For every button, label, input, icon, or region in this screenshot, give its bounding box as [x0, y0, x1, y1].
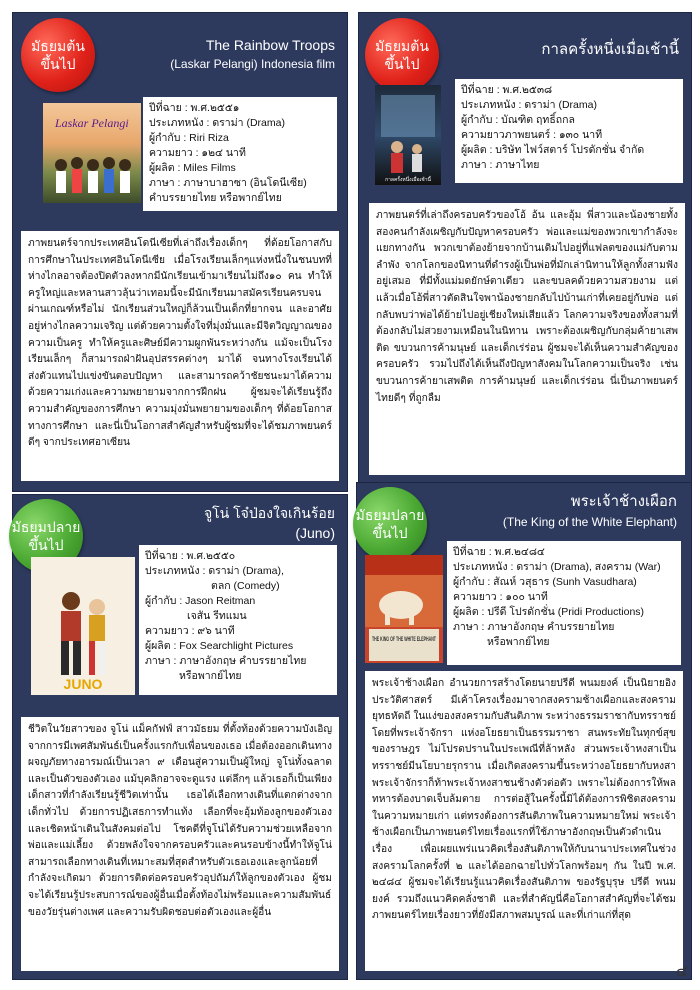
- info-year: ปีที่ฉาย : พ.ศ.๒๔๘๔: [453, 546, 545, 558]
- film-title-en: (The King of the White Elephant): [502, 515, 677, 529]
- info-language: ภาษา : ภาษาอังกฤษ คำบรรยายไทย: [145, 655, 307, 667]
- info-length: ความยาว : ๑๒๔ นาที: [149, 147, 246, 159]
- film-title: [427, 491, 677, 531]
- info-genre-2: ตลก (Comedy): [211, 580, 280, 592]
- poster-art: [365, 555, 443, 663]
- info-producer: ผู้ผลิต : Fox Searchlight Pictures: [145, 640, 294, 652]
- info-subtitle: คำบรรยายไทย หรือพากย์ไทย: [149, 192, 282, 204]
- film-synopsis: พระเจ้าช้างเผือก อำนวยการสร้างโดยนายปรีดี พนมยงค์ เป็นนิยายอิงประวัติศาสตร์ มีเค้าโครงเรื่องมาจากสงครามช้างเผือกและสงครามยุทธหัตถี ในแง่ของสงครามกับสันติภาพ ระหว่างธรรมราชากับทรราชย์ โดยที่พระเจ้าจักรา แห่งอโยธยาเป็นธรรมราชา สนพระทัยในทุกข์สุขของราษฎร ไม่โปรดปรานในประเพณีที่ล้าหลัง ส่วนพระเจ้าหงสาเป็นทรราชย์มีนโยบายรุกราน เมื่อเกิดสงครามขึ้นระหว่างอโยธยากับหงสา พระเจ้าจักราก็ท้าพระเจ้าหงสาชนช้างตัวต่อตัว เพราะไม่ต้องการให้พลทหารต้องบาดเจ็บล้มตาย การต่อสู้ในครั้งนี้มิได้ต้องการพิชิตสงครามในความหมายเก่า แต่ทรงต้องการสันติภาพในความหมายใหม่ พระเจ้าช้างเผือกเป็นภาพยนตร์ไทยเรื่องแรกที่ใช้ภาษาอังกฤษเป็นตัวดำเนินเรื่อง เพื่อเผยแพร่แนวคิดเรื่องสันติภาพให้กับนานาประเทศในช่วงสงครามโลกครั้งที่ ๒ และได้ออกฉายไปทั่วโลกพร้อมๆ กัน ในปี พ.ศ. ๒๔๘๔ ผู้ชมจะได้เรียนรู้แนวคิดเรื่องสันติภาพ ของรัฐบุรุษ ปรีดี พนมยงค์ รวมถึงแนวคิดคลั่งชาติ และที่สำคัญนี่คือโอกาสสำคัญที่จะได้ชมภาพยนตร์ไทยเรื่องยาวที่ยังมีสภาพสมบูรณ์ และที่เก่าแก่ที่สุด: [365, 671, 683, 971]
- info-genre: ประเภทหนัง : ดราม่า (Drama): [461, 99, 597, 111]
- film-synopsis: ภาพยนตร์ที่เล่าถึงครอบครัวของโอ้ อ้น และอุ้ม พี่สาวและน้องชายทั้งสองคนกำลังเผชิญกับปัญหาครอบครัว พ่อและแม่ของพวกเขากำลังจะแยกทางกัน พวกเขาต้องย้ายจากบ้านเดิมไปอยู่ที่แฟลตของแม่กับตามลำพัง จากโลกของนิทานที่ดำรงผู้เป็นพ่อที่มักเล่านิทานให้ลูกทั้งสามฟังอยู่เสมอ ที่มีทั้งแม่มดยักษ์ตาเดียว และขบลคด้วยความสวยงาม แต่แล้วเมื่อโอ้พี่สาวตัดสินใจพาน้องชายกลับไปบ้านเก่าที่เคยอยู่กับพ่อ แต่กลับพบว่าพ่อได้ย้ายไปอยู่เชียงใหม่เสียแล้ว โลกความจริงของทั้งสามที่ต้องกลับไม่สวยงามเหมือนในนิทาน เพราะต้องเผชิญกับกลุ่มค้ายาเสพติด ขบวนการค้ามนุษย์ และเด็กเร่ร่อน ผู้ชมจะได้เห็นความสำคัญของครอบครัว รวมไปถึงได้เห็นถึงปัญหาสังคมในโลกความเป็นจริง เช่น ขบวนการค้ายาเสพติด การค้ามนุษย์ และเด็กเร่ร่อน นี่เป็นภาพยนตร์ไทยดีๆ ที่ถูกลืม: [369, 203, 685, 475]
- info-director: ผู้กำกับ : Jason Reitman: [145, 595, 256, 607]
- badge-line-2: ขึ้นไป: [384, 56, 420, 72]
- poster-title-text: JUNO: [63, 676, 103, 692]
- info-director-th: เจสัน รีทแมน: [187, 610, 247, 622]
- info-language: ภาษา : ภาษาบาฮาซา (อินโดนีเซีย): [149, 177, 307, 189]
- poster-image: [43, 103, 141, 203]
- poster-image: [365, 555, 443, 663]
- film-panel-white-elephant: [356, 482, 692, 980]
- film-title-th: จูโน่ โจ๋ป่องใจเกินร้อย: [203, 505, 335, 521]
- film-info-box: [143, 97, 337, 211]
- info-language-2: หรือพากย์ไทย: [487, 636, 550, 648]
- film-title-th: พระเจ้าช้างเผือก: [570, 493, 677, 510]
- film-title-sub: (Laskar Pelangi) Indonesia film: [170, 57, 335, 71]
- badge-line-2: ขึ้นไป: [372, 525, 408, 541]
- badge-line-1: มัธยมต้น: [31, 38, 85, 54]
- level-badge: [365, 18, 439, 92]
- poster-art: [375, 85, 441, 185]
- poster-title-text: กาลครั้งหนึ่งเมื่อเช้านี้: [385, 177, 431, 183]
- badge-line-1: มัธยมต้น: [375, 38, 429, 54]
- poster-art: [31, 557, 135, 695]
- film-title: [95, 503, 335, 543]
- film-title: [95, 35, 335, 73]
- info-genre: ประเภทหนัง : ดราม่า (Drama),: [145, 565, 284, 577]
- info-language: ภาษา : ภาษาไทย: [461, 159, 540, 171]
- info-director: ผู้กำกับ : Riri Riza: [149, 132, 229, 144]
- info-length: ความยาว : ๙๖ นาที: [145, 625, 235, 637]
- info-year: ปีที่ฉาย : พ.ศ.๒๕๕๐: [145, 550, 236, 562]
- badge-line-1: มัธยมปลาย: [11, 519, 81, 535]
- film-title-en: (Juno): [295, 525, 335, 541]
- level-badge: [21, 18, 95, 92]
- info-length: ความยาว : ๑๐๐ นาที: [453, 591, 548, 603]
- page-number: ๔: [675, 963, 688, 980]
- badge-line-1: มัธยมปลาย: [355, 507, 425, 523]
- info-year: ปีที่ฉาย : พ.ศ.๒๕๕๑: [149, 102, 240, 114]
- film-panel-rainbow-troops: [12, 12, 348, 492]
- film-synopsis: ภาพยนตร์จากประเทศอินโดนีเซียที่เล่าถึงเรื่องเด็กๆ ที่ด้อยโอกาสกับการศึกษาในประเทศอินโดนีเซีย เมื่อโรงเรียนเล็กๆแห่งหนึ่งในชนบทที่ห่างไกลอาจต้องปิดตัวลงหากมีนักเรียนเข้ามาเรียนไม่ถึง๑๐ คน ทำให้ครูใหญ่และหลานสาวลุ้นว่าเทอมนี้จะมีนักเรียนมาสมัครเรียนครบจนผ่านเกณฑ์หรือไม่ นักเรียนส่วนใหญ่ก็ล้วนเป็นเด็กที่ยากจน และอาศัยอยู่ห่างไกลความเจริญ แต่ด้วยความตั้งใจที่มุ่งมั่นและมีจิตวิญญาณของความเป็นครู ทำให้ครูและศิษย์มีความผูกพันระหว่างกัน แม้จะเป็นโรงเรียนเล็กๆ ก็สามารถฝ่าฝันอุปสรรคต่างๆ มาได้ จนทางโรงเรียนได้ส่งตัวแทนไปแข่งขันตอบปัญหา และสามารถคว้าชัยชนะมาได้ความด้วยความเก่งและความพยายามจากการฝึกฝน ผู้ชมจะได้เรียนรู้ถึงความสำคัญของการศึกษา ความมุ่งมั่นพยายามของเด็กๆ ที่ด้อยโอกาสทางการศึกษา และนี่เป็นโอกาสสำคัญสำหรับผู้ชมที่จะได้ชมภาพยนตร์ดีๆ จากประเทศอาเซียน: [21, 231, 339, 481]
- info-director: ผู้กำกับ : บัณฑิต ฤทธิ์ถกล: [461, 114, 575, 126]
- film-panel-once-upon-a-time: [358, 12, 692, 484]
- info-year: ปีที่ฉาย : พ.ศ.๒๕๓๘: [461, 84, 553, 96]
- film-info-box: [139, 545, 337, 695]
- info-language: ภาษา : ภาษาอังกฤษ คำบรรยายไทย: [453, 621, 615, 633]
- film-panel-juno: [12, 494, 348, 980]
- info-producer: ผู้ผลิต : ปรีดี โปรดักชั่น (Pridi Productions): [453, 606, 645, 618]
- info-genre: ประเภทหนัง : ดราม่า (Drama): [149, 117, 285, 129]
- info-genre: ประเภทหนัง : ดราม่า (Drama), สงคราม (War): [453, 561, 661, 573]
- film-info-box: [447, 541, 681, 665]
- poster-title-text: Laskar Pelangi: [55, 116, 129, 130]
- badge-line-2: ขึ้นไป: [40, 56, 76, 72]
- film-title: [449, 39, 679, 61]
- info-language-2: หรือพากย์ไทย: [179, 670, 242, 682]
- info-producer: ผู้ผลิต : Miles Films: [149, 162, 236, 174]
- film-title-th: กาลครั้งหนึ่งเมื่อเช้านี้: [541, 41, 679, 58]
- badge-line-2: ขึ้นไป: [28, 537, 64, 553]
- info-producer: ผู้ผลิต : บริษัท ไฟว์สตาร์ โปรดักชั่น จำกัด: [461, 144, 645, 156]
- info-length: ความยาวภาพยนตร์ : ๑๓๐ นาที: [461, 129, 603, 141]
- poster-image: [31, 557, 135, 695]
- level-badge: [353, 487, 427, 561]
- poster-title-text: THE KING OF THE WHITE ELEPHANT: [372, 637, 437, 643]
- film-info-box: [455, 79, 683, 183]
- poster-image: [375, 85, 441, 185]
- poster-art: [43, 103, 141, 203]
- film-title-en: The Rainbow Troops: [205, 37, 335, 53]
- film-synopsis: ชีวิตในวัยสาวของ จูโน่ แม็คกัฟฟ์ สาวมัธยม ที่ตั้งท้องด้วยความบังเอิญจากการมีเพศสัมพันธ์เป็นครั้งแรกกับเพื่อนของเธอ เมื่อต้องออกเดินทางผจญภัยทางอารมณ์เป็นเวลา ๙ เดือนสู่ความเป็นผู้ใหญ่ จูโน่ทั้งฉลาดและเป็นตัวของตัวเอง แม้บุคลิกอาจจะดูแรง แต่ลึกๆ แล้วเธอก็เป็นเพียงเด็กสาวที่กำลังเรียนรู้ชีวิตเท่านั้น เธอได้เลือกทางเดินที่แตกต่างจากเด็กทั่วไป ด้วยการปฏิเสธการทำแท้ง เลือกที่จะอุ้มท้องลูกของตัวเอง และเชิดหน้าเดินในสังคมต่อไป โชคดีที่จูโน่ได้รับความช่วยเหลือจากพ่อและแม่เลี้ยง ด้วยพลังใจจากครอบครัวและคนรอบข้างนี้ทำให้จูโน่สามารถเลือกทางเดินที่เหมาะสมที่สุดสำหรับตัวเธอเองและลูกน้อยที่กำลังจะเกิดมา ด้วยการติดต่อครอบครัวอุปถัมภ์ให้ลูกของตัวเอง ผู้ชมจะได้เรียนรู้ประสบการณ์ของผู้อื่นเมื่อตั้งท้องไม่พร้อมและความสัมพันธ์ของวัยรุ่นต่างเพศ และความรับผิดชอบต่อตัวเองและผู้อื่น: [21, 717, 339, 971]
- info-director: ผู้กำกับ : สัณห์ วสุธาร (Sunh Vasudhara): [453, 576, 637, 588]
